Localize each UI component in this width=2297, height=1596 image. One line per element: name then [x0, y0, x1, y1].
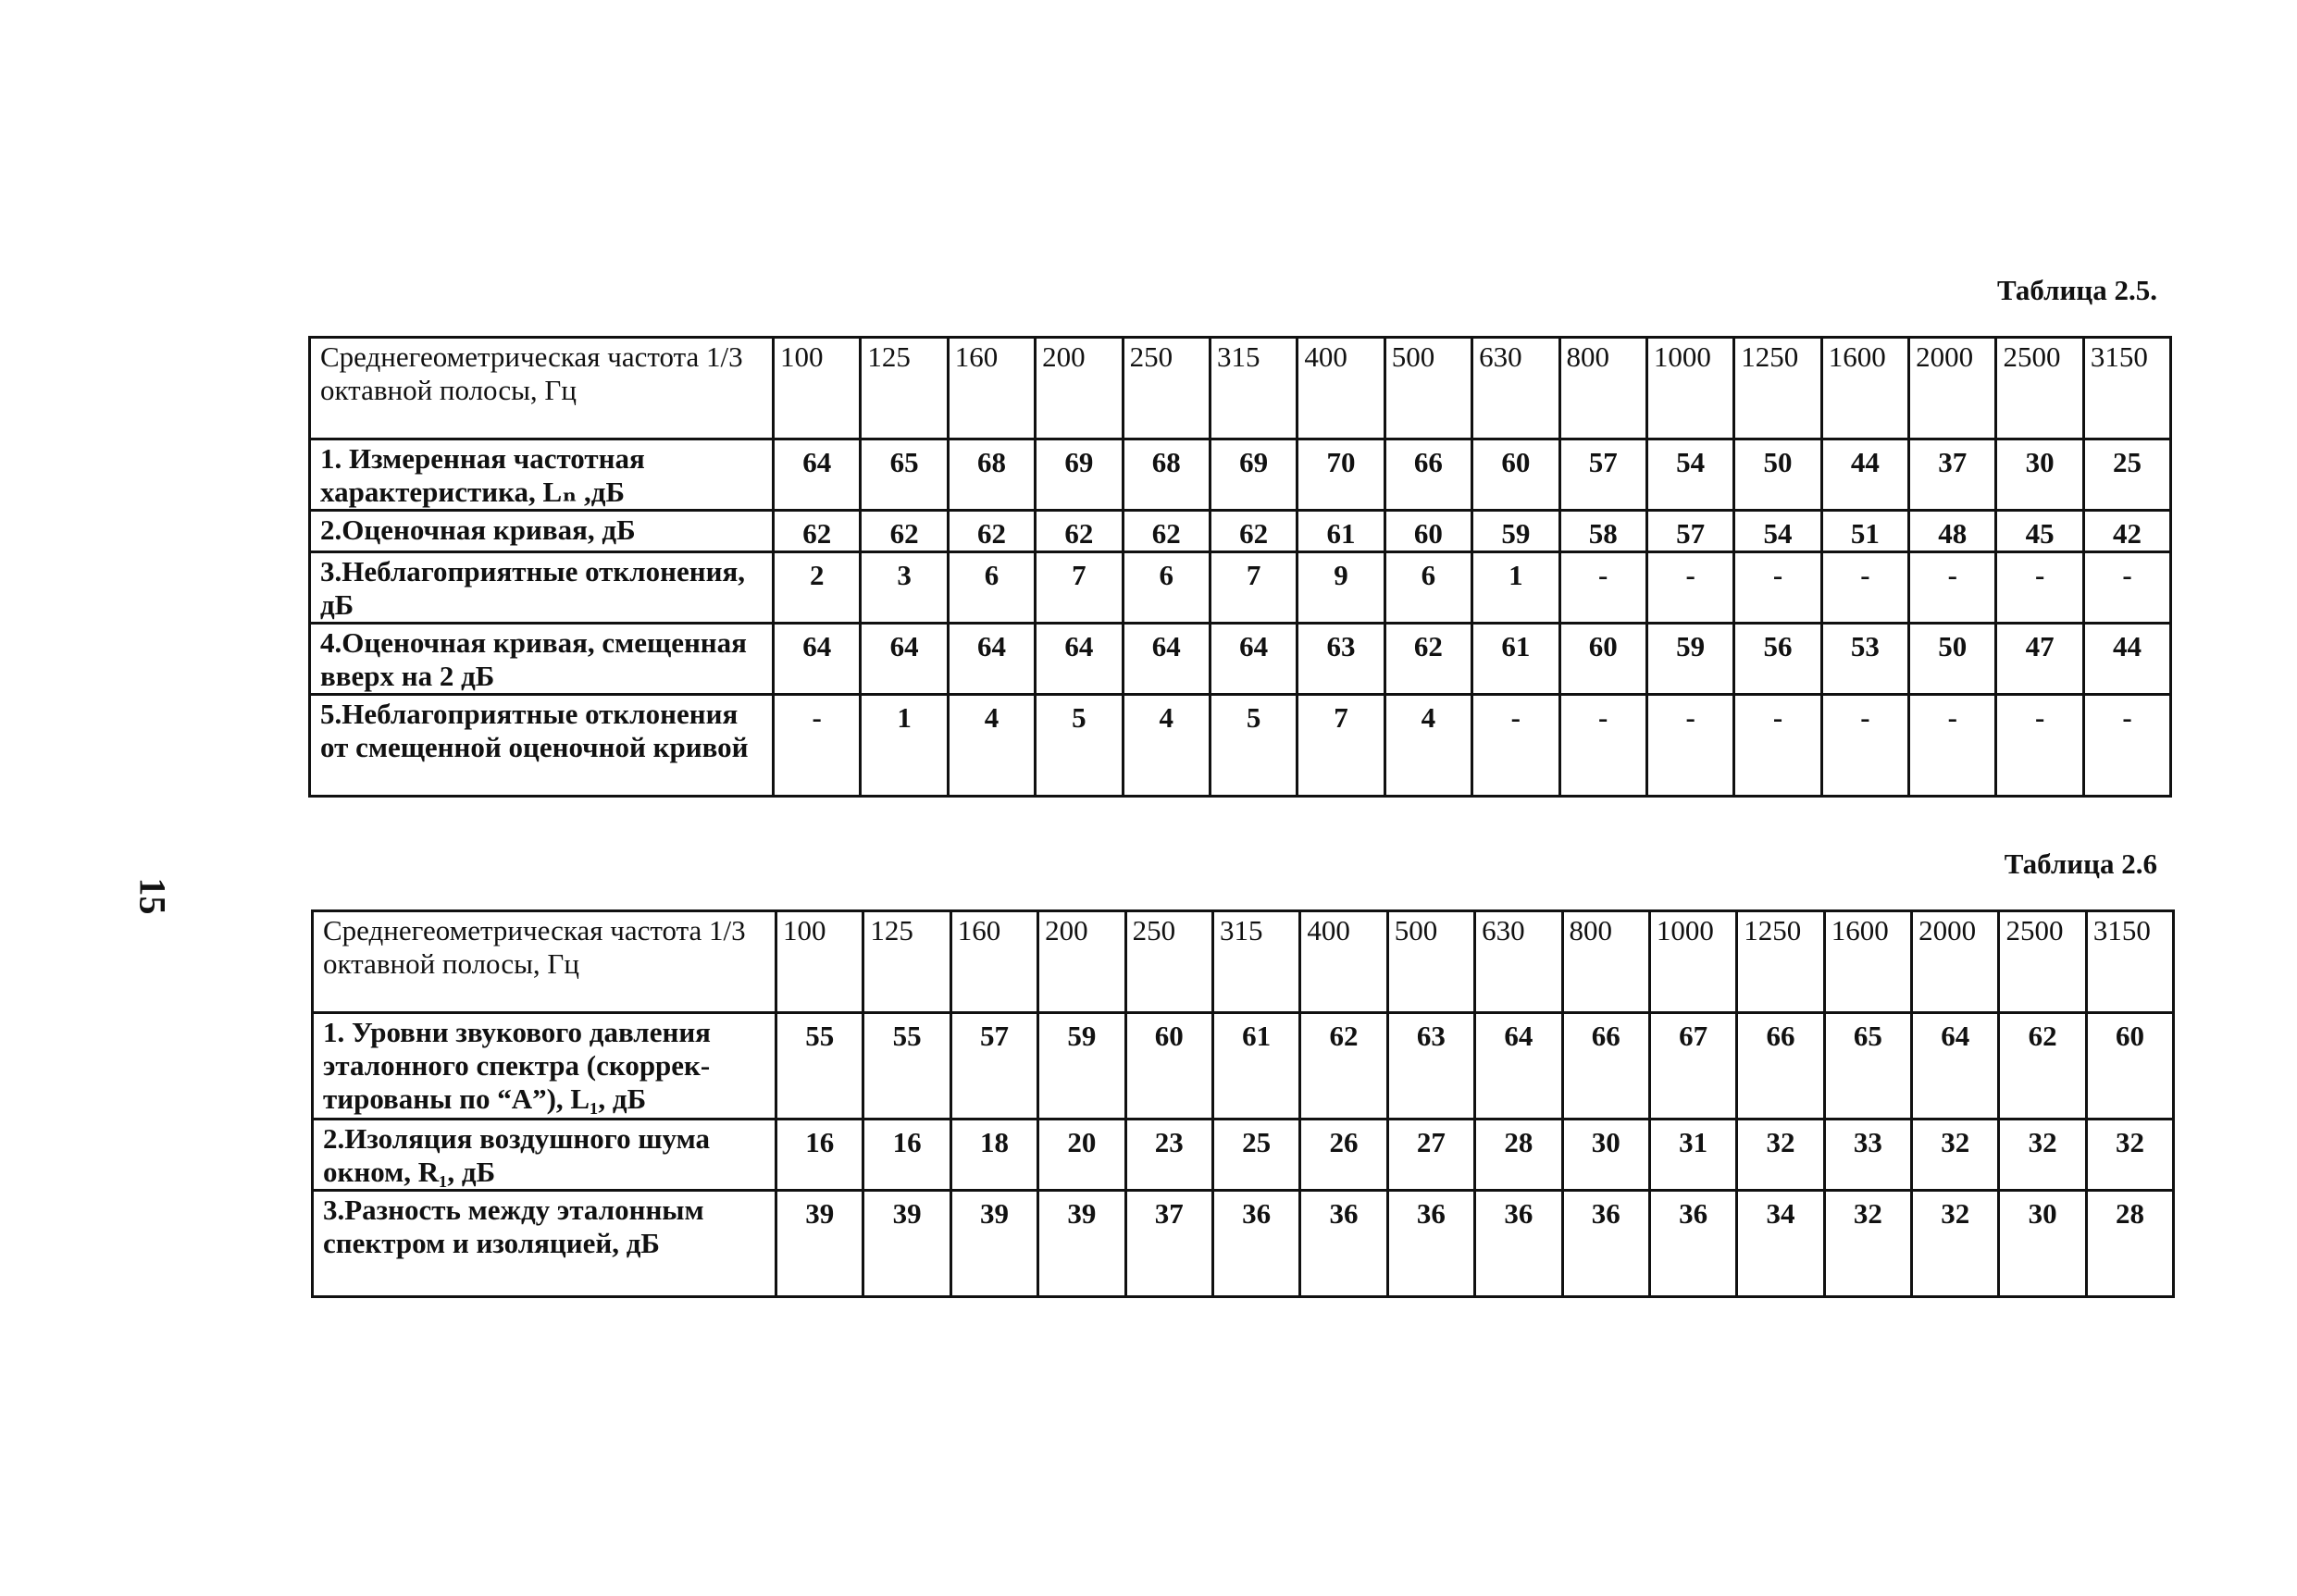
- value-cell: 62: [1999, 1013, 2086, 1120]
- frequency-header-cell: 1600: [1824, 911, 1911, 1013]
- value-cell: -: [1996, 552, 2083, 624]
- value-cell: 62: [861, 511, 948, 552]
- value-cell: 59: [1472, 511, 1559, 552]
- table-row: [313, 1120, 2174, 1191]
- value-cell: 68: [1123, 439, 1210, 511]
- page-number: 15: [131, 877, 174, 915]
- value-cell: 55: [776, 1013, 863, 1120]
- value-cell: 64: [1912, 1013, 1999, 1120]
- value-cell: -: [774, 695, 861, 797]
- value-cell: 51: [1821, 511, 1908, 552]
- value-cell: 32: [2086, 1120, 2173, 1191]
- table-row: [310, 624, 2171, 695]
- frequency-header-cell: 200: [1036, 338, 1123, 439]
- value-cell: 60: [1384, 511, 1471, 552]
- value-cell: 1: [861, 695, 948, 797]
- value-cell: 60: [1125, 1013, 1212, 1120]
- value-cell: -: [2083, 552, 2170, 624]
- table-row: [310, 695, 2171, 797]
- value-cell: 18: [950, 1120, 1037, 1191]
- frequency-header-cell: 1000: [1649, 911, 1736, 1013]
- value-cell: 60: [1472, 439, 1559, 511]
- value-cell: -: [1821, 552, 1908, 624]
- value-cell: 62: [774, 511, 861, 552]
- value-cell: 3: [861, 552, 948, 624]
- value-cell: 39: [863, 1191, 950, 1297]
- value-cell: 36: [1475, 1191, 1562, 1297]
- value-cell: 36: [1562, 1191, 1649, 1297]
- value-cell: 68: [948, 439, 1035, 511]
- table-row: [310, 511, 2171, 552]
- value-cell: 45: [1996, 511, 2083, 552]
- value-cell: 4: [1384, 695, 1471, 797]
- value-cell: 62: [948, 511, 1035, 552]
- value-cell: 62: [1210, 511, 1297, 552]
- row-label: 2.Оценочная кривая, дБ: [310, 511, 774, 552]
- value-cell: -: [1559, 695, 1646, 797]
- value-cell: 60: [2086, 1013, 2173, 1120]
- value-cell: 44: [2083, 624, 2170, 695]
- row-label: 4.Оценочная кривая, смещенная вверх на 2 дБ: [310, 624, 774, 695]
- value-cell: 4: [1123, 695, 1210, 797]
- row-label: 1. Измеренная частотная характеристика, Lₙ ,дБ: [310, 439, 774, 511]
- frequency-header-cell: 500: [1384, 338, 1471, 439]
- value-cell: 44: [1821, 439, 1908, 511]
- value-cell: 57: [1646, 511, 1733, 552]
- value-cell: 62: [1384, 624, 1471, 695]
- value-cell: 70: [1297, 439, 1384, 511]
- row-label: 2.Изоляция воздушного шума окном, R₁, дБ: [313, 1120, 776, 1191]
- row-label: 1. Уровни звукового давления эталонного спектра (скоррек-тированы по “А”), L₁, дБ: [313, 1013, 776, 1120]
- value-cell: -: [1472, 695, 1559, 797]
- value-cell: 34: [1737, 1191, 1824, 1297]
- value-cell: 50: [1909, 624, 1996, 695]
- frequency-header-cell: 1250: [1737, 911, 1824, 1013]
- frequency-header-cell: 100: [776, 911, 863, 1013]
- frequency-header-cell: 2000: [1912, 911, 1999, 1013]
- header-row: [313, 911, 2174, 1013]
- value-cell: 39: [950, 1191, 1037, 1297]
- value-cell: 36: [1300, 1191, 1387, 1297]
- value-cell: 30: [1562, 1120, 1649, 1191]
- value-cell: 60: [1559, 624, 1646, 695]
- table-row: [313, 1013, 2174, 1120]
- value-cell: 62: [1300, 1013, 1387, 1120]
- value-cell: 61: [1472, 624, 1559, 695]
- frequency-header-cell: 250: [1123, 338, 1210, 439]
- value-cell: 7: [1036, 552, 1123, 624]
- value-cell: -: [1646, 552, 1733, 624]
- frequency-header-cell: 400: [1297, 338, 1384, 439]
- value-cell: 42: [2083, 511, 2170, 552]
- value-cell: -: [1646, 695, 1733, 797]
- header-row: [310, 338, 2171, 439]
- value-cell: 69: [1210, 439, 1297, 511]
- value-cell: 57: [950, 1013, 1037, 1120]
- frequency-header-cell: 3150: [2083, 338, 2170, 439]
- frequency-header-cell: 315: [1210, 338, 1297, 439]
- frequency-header-cell: 100: [774, 338, 861, 439]
- value-cell: 63: [1297, 624, 1384, 695]
- value-cell: 62: [1036, 511, 1123, 552]
- value-cell: 30: [1996, 439, 2083, 511]
- row-label: 3.Неблагоприятные отклонения, дБ: [310, 552, 774, 624]
- value-cell: 23: [1125, 1120, 1212, 1191]
- value-cell: 59: [1038, 1013, 1125, 1120]
- frequency-header-cell: 630: [1472, 338, 1559, 439]
- frequency-header-cell: 1250: [1734, 338, 1821, 439]
- value-cell: 28: [2086, 1191, 2173, 1297]
- frequency-header-cell: 2500: [1999, 911, 2086, 1013]
- value-cell: 58: [1559, 511, 1646, 552]
- value-cell: -: [1734, 695, 1821, 797]
- value-cell: -: [1734, 552, 1821, 624]
- value-cell: 53: [1821, 624, 1908, 695]
- value-cell: 36: [1649, 1191, 1736, 1297]
- table-caption: Таблица 2.5.: [1997, 274, 2157, 306]
- value-cell: 32: [1912, 1191, 1999, 1297]
- value-cell: 5: [1036, 695, 1123, 797]
- value-cell: 61: [1212, 1013, 1299, 1120]
- value-cell: 32: [1999, 1120, 2086, 1191]
- value-cell: 37: [1909, 439, 1996, 511]
- value-cell: 66: [1384, 439, 1471, 511]
- value-cell: -: [1909, 695, 1996, 797]
- frequency-header-cell: 800: [1559, 338, 1646, 439]
- value-cell: 39: [776, 1191, 863, 1297]
- value-cell: -: [1821, 695, 1908, 797]
- value-cell: 33: [1824, 1120, 1911, 1191]
- value-cell: 36: [1387, 1191, 1474, 1297]
- value-cell: 7: [1297, 695, 1384, 797]
- value-cell: 64: [948, 624, 1035, 695]
- value-cell: 65: [1824, 1013, 1911, 1120]
- value-cell: 64: [1036, 624, 1123, 695]
- value-cell: 66: [1737, 1013, 1824, 1120]
- frequency-header-cell: 315: [1212, 911, 1299, 1013]
- table-row: [310, 552, 2171, 624]
- value-cell: 4: [948, 695, 1035, 797]
- value-cell: 63: [1387, 1013, 1474, 1120]
- data-table: [311, 909, 2175, 1298]
- row-label: 3.Разность между эталонным спектром и изоляцией, дБ: [313, 1191, 776, 1297]
- value-cell: 66: [1562, 1013, 1649, 1120]
- value-cell: 39: [1038, 1191, 1125, 1297]
- value-cell: 28: [1475, 1120, 1562, 1191]
- frequency-header-cell: 250: [1125, 911, 1212, 1013]
- frequency-header-cell: 3150: [2086, 911, 2173, 1013]
- data-table: [308, 336, 2172, 798]
- value-cell: 67: [1649, 1013, 1736, 1120]
- value-cell: 9: [1297, 552, 1384, 624]
- value-cell: 6: [948, 552, 1035, 624]
- value-cell: 36: [1212, 1191, 1299, 1297]
- value-cell: 1: [1472, 552, 1559, 624]
- value-cell: 6: [1123, 552, 1210, 624]
- value-cell: 50: [1734, 439, 1821, 511]
- frequency-header-cell: 800: [1562, 911, 1649, 1013]
- value-cell: 64: [774, 439, 861, 511]
- value-cell: 25: [2083, 439, 2170, 511]
- value-cell: 54: [1734, 511, 1821, 552]
- frequency-header-cell: 160: [950, 911, 1037, 1013]
- frequency-header-cell: 200: [1038, 911, 1125, 1013]
- value-cell: 30: [1999, 1191, 2086, 1297]
- row-label: 5.Неблагоприятные отклонения от смещенной оценочной кривой: [310, 695, 774, 797]
- frequency-header-cell: 2500: [1996, 338, 2083, 439]
- value-cell: 32: [1824, 1191, 1911, 1297]
- frequency-header-cell: 630: [1475, 911, 1562, 1013]
- value-cell: 16: [863, 1120, 950, 1191]
- value-cell: -: [1559, 552, 1646, 624]
- frequency-header-cell: 160: [948, 338, 1035, 439]
- value-cell: 69: [1036, 439, 1123, 511]
- value-cell: 62: [1123, 511, 1210, 552]
- value-cell: 16: [776, 1120, 863, 1191]
- value-cell: 64: [774, 624, 861, 695]
- value-cell: 32: [1737, 1120, 1824, 1191]
- value-cell: 25: [1212, 1120, 1299, 1191]
- header-label: Среднегеометрическая частота 1/3 октавной полосы, Гц: [313, 911, 776, 1013]
- value-cell: 61: [1297, 511, 1384, 552]
- value-cell: 64: [1210, 624, 1297, 695]
- frequency-header-cell: 400: [1300, 911, 1387, 1013]
- value-cell: -: [1909, 552, 1996, 624]
- frequency-header-cell: 125: [863, 911, 950, 1013]
- frequency-header-cell: 2000: [1909, 338, 1996, 439]
- value-cell: 56: [1734, 624, 1821, 695]
- value-cell: -: [1996, 695, 2083, 797]
- table-row: [310, 439, 2171, 511]
- value-cell: 54: [1646, 439, 1733, 511]
- value-cell: 55: [863, 1013, 950, 1120]
- value-cell: -: [2083, 695, 2170, 797]
- value-cell: 59: [1646, 624, 1733, 695]
- value-cell: 6: [1384, 552, 1471, 624]
- value-cell: 37: [1125, 1191, 1212, 1297]
- value-cell: 26: [1300, 1120, 1387, 1191]
- value-cell: 27: [1387, 1120, 1474, 1191]
- value-cell: 64: [1475, 1013, 1562, 1120]
- value-cell: 20: [1038, 1120, 1125, 1191]
- value-cell: 2: [774, 552, 861, 624]
- value-cell: 5: [1210, 695, 1297, 797]
- value-cell: 64: [861, 624, 948, 695]
- frequency-header-cell: 1600: [1821, 338, 1908, 439]
- frequency-header-cell: 1000: [1646, 338, 1733, 439]
- frequency-header-cell: 500: [1387, 911, 1474, 1013]
- header-label: Среднегеометрическая частота 1/3 октавной полосы, Гц: [310, 338, 774, 439]
- value-cell: 65: [861, 439, 948, 511]
- value-cell: 48: [1909, 511, 1996, 552]
- value-cell: 47: [1996, 624, 2083, 695]
- table-row: [313, 1191, 2174, 1297]
- value-cell: 31: [1649, 1120, 1736, 1191]
- value-cell: 7: [1210, 552, 1297, 624]
- value-cell: 64: [1123, 624, 1210, 695]
- value-cell: 32: [1912, 1120, 1999, 1191]
- table-caption: Таблица 2.6: [2004, 847, 2157, 880]
- frequency-header-cell: 125: [861, 338, 948, 439]
- value-cell: 57: [1559, 439, 1646, 511]
